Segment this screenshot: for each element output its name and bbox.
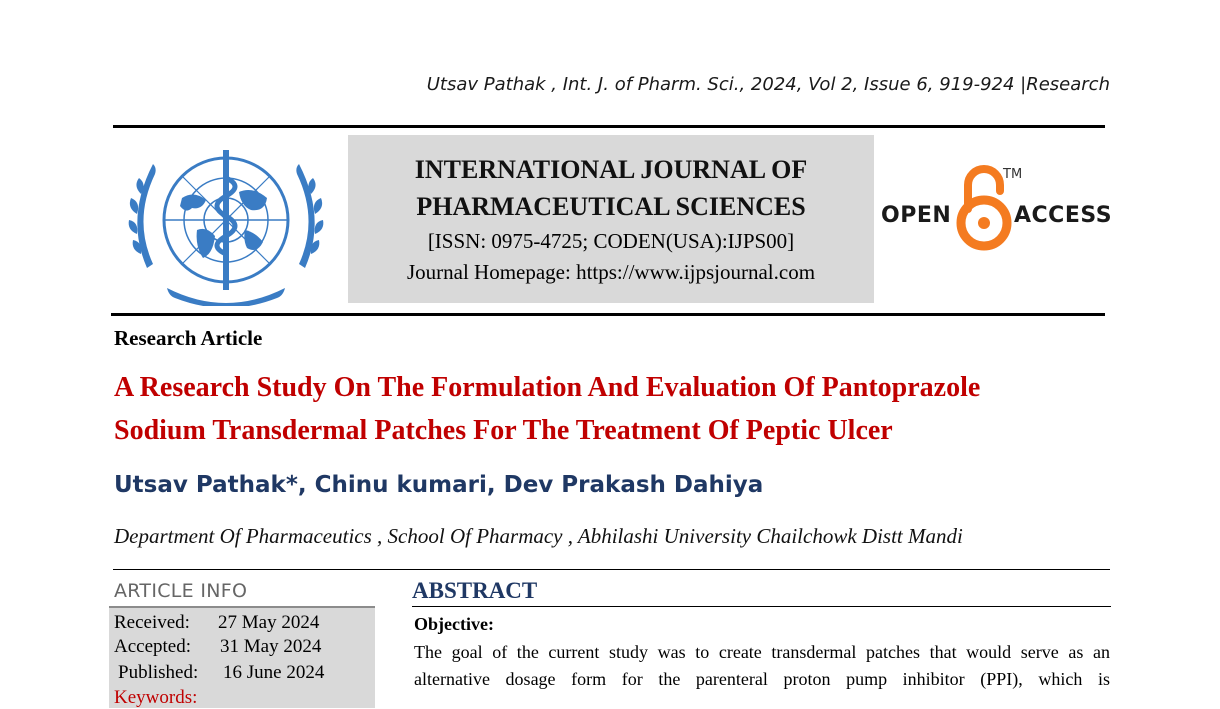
abstract-heading: ABSTRACT [412, 578, 538, 603]
affiliation-divider [113, 569, 1110, 570]
trademark-mark: TM [1003, 167, 1023, 182]
received-row [114, 612, 320, 634]
journal-name [348, 151, 874, 225]
article-title [114, 366, 1114, 452]
accepted-row [114, 636, 322, 658]
open-access-logo [880, 165, 1113, 255]
journal-name-line-1: INTERNATIONAL JOURNAL OF [414, 155, 808, 184]
accepted-label: Accepted: [114, 636, 192, 657]
journal-masthead [348, 135, 874, 303]
published-label: Published: [118, 662, 199, 683]
received-label: Received: [114, 612, 190, 633]
journal-name-line-2: PHARMACEUTICAL SCIENCES [416, 192, 806, 221]
issn-line: [ISSN: 0975-4725; CODEN(USA):IJPS00] [427, 229, 795, 253]
article-title-line-2: Sodium Transdermal Patches For The Treatment Of Peptic Ulcer [114, 415, 893, 446]
received-date: 27 May 2024 [218, 612, 320, 633]
abstract-divider [412, 606, 1111, 607]
open-access-right-word: ACCESS [1014, 203, 1113, 228]
open-access-left-word: OPEN [881, 203, 952, 228]
article-type: Research Article [114, 326, 263, 350]
abstract-body [414, 639, 1110, 693]
published-date: 16 June 2024 [223, 662, 325, 683]
running-head: Utsav Pathak , Int. J. of Pharm. Sci., 2024, Vol 2, Issue 6, 919-924 |Research [426, 74, 1110, 95]
article-info-box [109, 606, 375, 708]
author-list: Utsav Pathak*, Chinu kumari, Dev Prakash Dahiya [114, 472, 764, 498]
masthead-bottom-rule [111, 313, 1105, 316]
published-row [118, 662, 325, 684]
masthead-top-rule [113, 125, 1105, 128]
journal-homepage[interactable]: Journal Homepage: https://www.ijpsjournal.com [406, 260, 816, 284]
keywords-label: Keywords: [114, 687, 198, 708]
accepted-date: 31 May 2024 [220, 636, 322, 657]
who-style-emblem-icon [127, 138, 325, 306]
abstract-line-1: The goal of the current study was to create transdermal patches that would serve as an [414, 642, 1110, 662]
objective-label: Objective: [414, 614, 494, 634]
author-affiliation: Department Of Pharmaceutics , School Of Pharmacy , Abhilashi University Chailchowk Distt Mandi [114, 524, 963, 548]
article-title-line-1: A Research Study On The Formulation And Evaluation Of Pantoprazole [114, 372, 981, 403]
article-info-heading: ARTICLE INFO [114, 580, 248, 602]
abstract-line-2: alternative dosage form for the parenteral proton pump inhibitor (PPI), which is [414, 669, 1110, 689]
